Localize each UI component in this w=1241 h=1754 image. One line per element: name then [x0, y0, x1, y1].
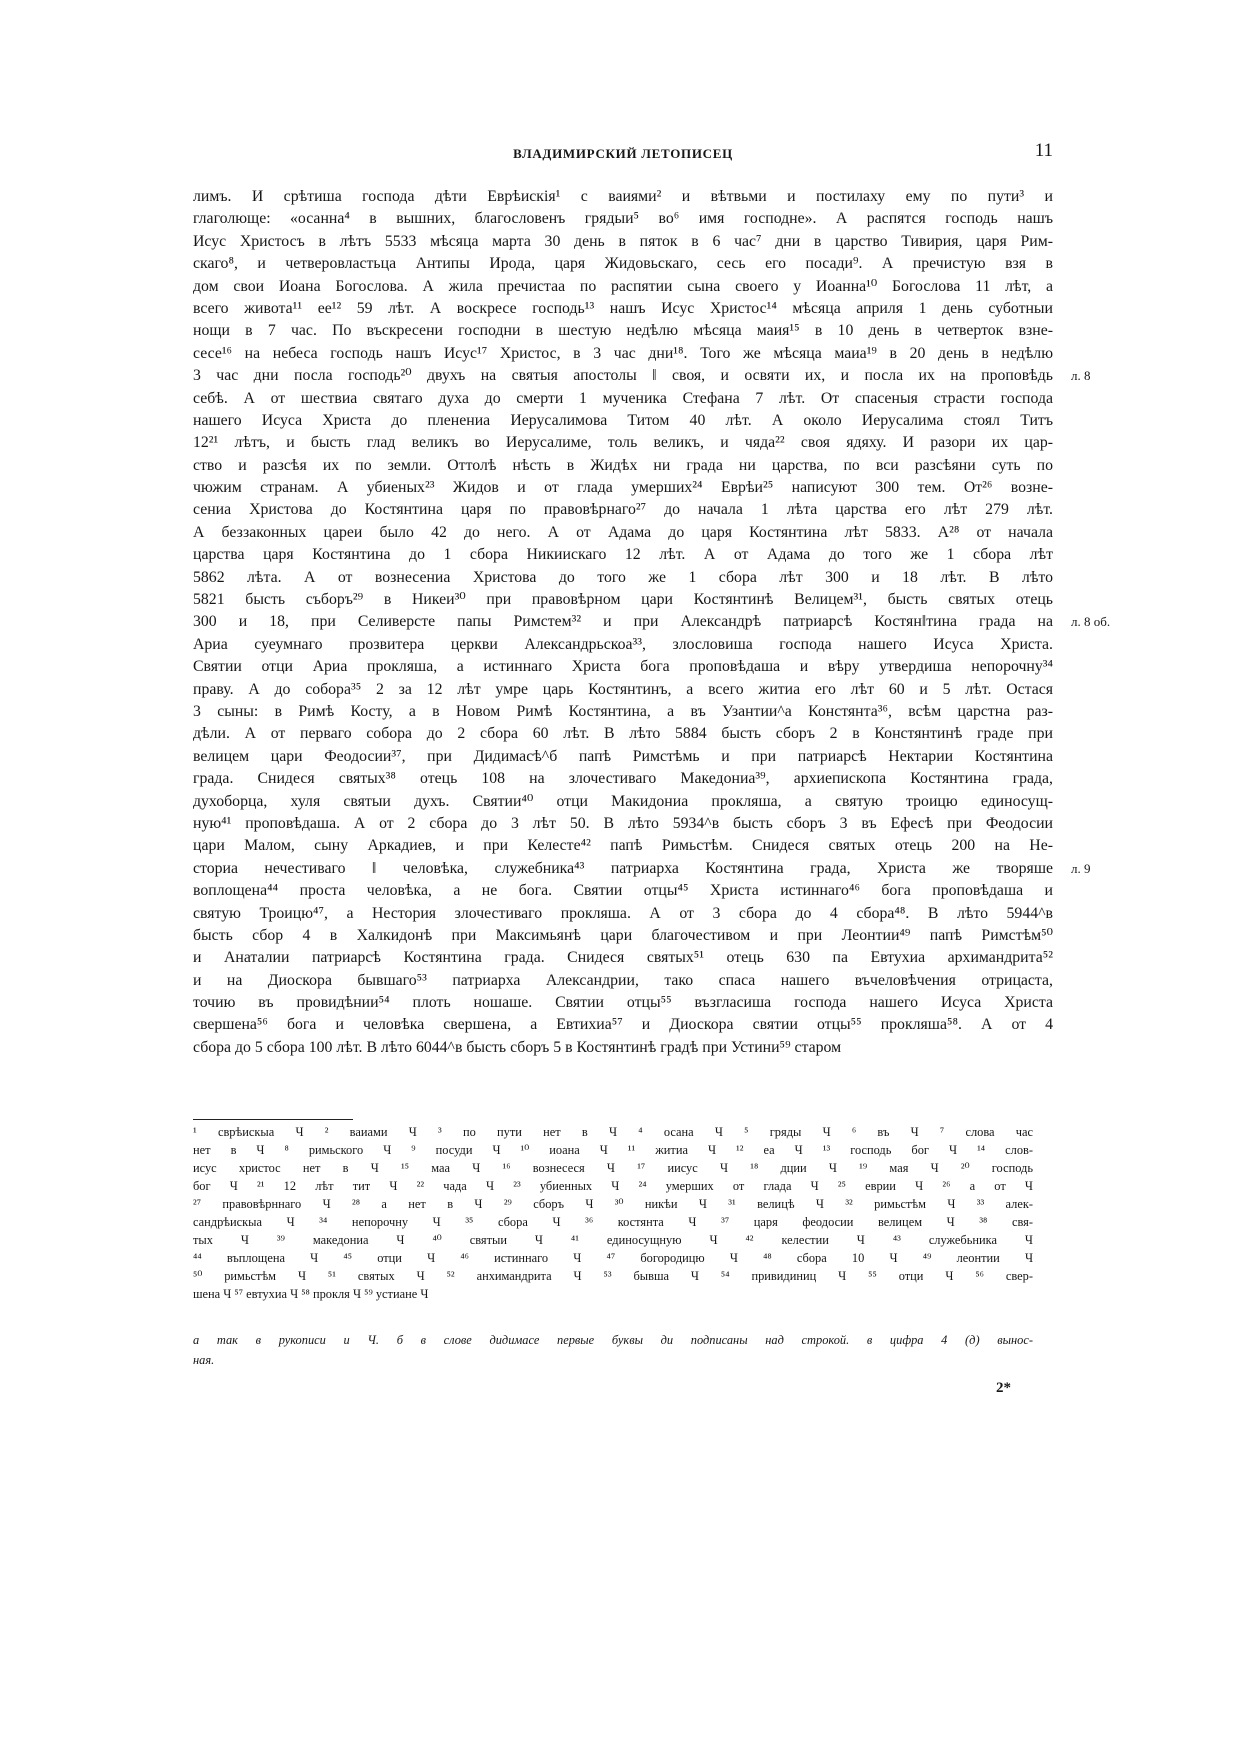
text-line: [193, 1014, 1053, 1036]
text-line: [193, 253, 1053, 275]
text-line: [193, 925, 1053, 947]
text-line: [193, 701, 1053, 723]
text-line: [193, 813, 1053, 835]
footnote-line: исус христос нет в Ч ¹⁵ маа Ч ¹⁶ вознесеся Ч ¹⁷ иисус Ч ¹⁸ дции Ч ¹⁹ мая Ч ²⁰ господь: [193, 1161, 1033, 1175]
text-line: [193, 208, 1053, 230]
folio-margin-note: л. 9: [1071, 860, 1091, 876]
text-line-content: нощи в 7 час. По въскресени господни в шестую недѣлю мѣсяца маия¹⁵ в 10 день в четверток взне-: [193, 322, 1053, 340]
text-line-content: воплощена⁴⁴ проста человѣка, а не бога. Святии отцы⁴⁵ Христа истиннаго⁴⁶ бога проповѣдаша и: [193, 882, 1053, 900]
text-line: [193, 723, 1053, 745]
text-line: [193, 388, 1053, 410]
text-line: [193, 970, 1053, 992]
text-line: [193, 791, 1053, 813]
text-line-content: сениа Христова до Костянтина царя по правовѣрнаго²⁷ до начала 1 лѣта царства его лѣт 279 лѣт.: [193, 501, 1053, 519]
text-line: [193, 858, 1091, 880]
text-line-content: бысть сбор 4 в Халкидонѣ при Максимьянѣ цари благочестивом и при Леонтии⁴⁹ папѣ Римстѣм⁵⁰: [193, 926, 1053, 944]
text-line-content: дом свои Иоана Богослова. А жила пречистаа по распятии сына своего у Иоанна¹⁰ Богослова 11 лѣт, а: [193, 277, 1053, 295]
text-line: [193, 880, 1053, 902]
footnote-line: ¹ сврѣискыа Ч ² ваиами Ч ³ по пути нет в Ч ⁴ осана Ч ⁵ гряды Ч ⁶ въ Ч ⁷ слова час: [193, 1125, 1033, 1139]
text-line-content: сесе¹⁶ на небеса господь нашъ Исус¹⁷ Христос, в 3 час дни¹⁸. Того же мѣсяца маиа¹⁹ в 20 день в недѣлю: [193, 344, 1053, 362]
signature-mark: 2*: [996, 1380, 1011, 1396]
text-line: [193, 1037, 1053, 1059]
text-line: [193, 276, 1053, 298]
text-line: [193, 589, 1053, 611]
text-line-content: глаголюще: «осанна⁴ в вышних, благословенъ грядыи⁵ во⁶ имя господне». А распятся господь нашъ: [193, 210, 1053, 228]
text-line-content: нашего Исуса Христа до пленениа Иерусалимова Титом 40 лѣт. А около Иерусалима стоял Титъ: [193, 411, 1053, 429]
text-line-content: сториа нечестиваго ‖ человѣка, служебника⁴³ патриарха Костянтина града, Христа же творяше: [193, 859, 1053, 877]
page-number: 11: [1034, 140, 1053, 161]
folio-margin-note: л. 8: [1071, 368, 1091, 384]
text-line: [193, 365, 1091, 387]
footnote-line: тых Ч ³⁹ македониа Ч ⁴⁰ святыи Ч ⁴¹ единосущную Ч ⁴² келестии Ч ⁴³ служебьника Ч: [193, 1233, 1033, 1247]
footnote-line: сандрѣискыа Ч ³⁴ непорочну Ч ³⁵ сбора Ч ³⁶ костянта Ч ³⁷ царя феодосии велицем Ч ³⁸ свя-: [193, 1215, 1033, 1229]
text-line-content: себѣ. А от шествиа святаго духа до смерти 1 мученика Стефана 7 лѣт. От спасеныя страсти господа: [193, 389, 1053, 407]
text-line: [193, 768, 1053, 790]
text-line-content: цари Малом, сыну Аркадиев, и при Келесте⁴² папѣ Римьстѣм. Снидеся святых отець 200 на Не-: [193, 837, 1053, 855]
editorial-note-line: ная.: [193, 1353, 215, 1367]
text-line-content: праву. А до собора³⁵ 2 за 12 лѣт умре царь Костянтинъ, а всего житиа его лѣт 60 и 5 лѣт. Остася: [193, 680, 1053, 698]
text-line-content: царства царя Костянтина до 1 сбора Никиискаго 12 лѣт. А от Адама до того же 1 сбора лѣт: [193, 546, 1053, 564]
text-line-content: града. Снидеся святых³⁸ отець 108 на злочестиваго Македониа³⁹, архиепископа Костянтина града,: [193, 770, 1053, 788]
text-line: [193, 947, 1053, 969]
text-line: [193, 679, 1053, 701]
footnotes-block: [193, 1123, 1033, 1303]
text-line-content: сбора до 5 сбора 100 лѣт. В лѣто 6044^в бысть сборъ 5 в Костянтинѣ градѣ при Устини⁵⁹ старом: [193, 1038, 842, 1056]
folio-margin-note: л. 8 об.: [1071, 614, 1111, 630]
editorial-notes-block: [193, 1330, 1033, 1370]
text-line-content: и Анаталии патриарсѣ Костянтина града. Снидеся святых⁵¹ отець 630 па Евтухиа архимандрита⁵²: [193, 949, 1053, 967]
text-line-content: ную⁴¹ проповѣдаша. А от 2 сбора до 3 лѣт 50. В лѣто 5934^в бысть сборъ 3 въ Ефесѣ при Феодосии: [193, 814, 1053, 832]
text-line-content: точию въ провидѣнии⁵⁴ плоть ношаше. Святии отцы⁵⁵ възгласиша господа нашего Исуса Христа: [193, 994, 1053, 1012]
text-line-content: Исус Христосъ в лѣтъ 5533 мѣсяца марта 30 день в пяток в 6 час⁷ дни в царство Тивирия, царя Рим-: [193, 232, 1053, 250]
text-line-content: дѣли. А от перваго собора до 2 сбора 60 лѣт. В лѣто 5884 бысть сборъ 2 в Констянтинѣ граде при: [193, 725, 1053, 743]
text-line-content: 12²¹ лѣтъ, и бысть глад великъ во Иерусалиме, толь великъ, и чяда²² своя ядяху. И разори их цар-: [193, 434, 1053, 452]
text-line: [193, 634, 1053, 656]
footnote-line: ²⁷ правовѣрннаго Ч ²⁸ а нет в Ч ²⁹ сборъ Ч ³⁰ никѣи Ч ³¹ велицѣ Ч ³² римьстѣм Ч ³³ алек-: [193, 1197, 1033, 1211]
text-line: [193, 567, 1053, 589]
main-text-block: [193, 186, 1111, 1059]
text-line-content: 5821 бысть съборъ²⁹ в Никеи³⁰ при правовѣрном цари Костянтинѣ Велицем³¹, бысть святых отець: [193, 591, 1053, 609]
text-line-content: всего живота¹¹ ее¹² 59 лѣт. А воскресе господь¹³ нашъ Исус Христос¹⁴ мѣсяца априля 1 день суботныи: [193, 299, 1053, 317]
text-line: [193, 992, 1053, 1014]
footnote-line: ⁵⁰ римьстѣм Ч ⁵¹ святых Ч ⁵² анхимандрита Ч ⁵³ бывша Ч ⁵⁴ привидиниц Ч ⁵⁵ отци Ч ⁵⁶ свер-: [193, 1269, 1033, 1283]
footnote-line: шена Ч ⁵⁷ евтухиа Ч ⁵⁸ прокля Ч ⁵⁹ устиане Ч: [193, 1287, 429, 1301]
text-line-content: 3 час дни посла господь²⁰ двухъ на святыя апостолы ‖ своя, и освяти их, и посла их на проповѣдь: [193, 367, 1053, 385]
footnote-separator: [193, 1119, 353, 1120]
footnote-line: ⁴⁴ въплощена Ч ⁴⁵ отци Ч ⁴⁶ истиннаго Ч ⁴⁷ богородицю Ч ⁴⁸ сбора 10 Ч ⁴⁹ леонтии Ч: [193, 1251, 1033, 1265]
text-line: [193, 656, 1053, 678]
text-line-content: 300 и 18, при Селиверсте папы Римстем³² и при Александрѣ патриарсѣ Костян‖тина града на: [193, 613, 1053, 631]
footnote-line: бог Ч ²¹ 12 лѣт тит Ч ²² чада Ч ²³ убиенных Ч ²⁴ умерших от глада Ч ²⁵ еврии Ч ²⁶ а от Ч: [193, 1179, 1033, 1193]
text-line-content: ство и разсѣя их по земли. Оттолѣ нѣсть в Жидѣх ни града ни царства, по вси разсѣяни суть по: [193, 456, 1053, 474]
text-line-content: чюжим странам. А убиеных²³ Жидов и от глада умерших²⁴ Еврѣи²⁵ написуют 300 тем. От²⁶ возне-: [193, 479, 1053, 497]
text-line-content: духоборца, хуля святыи духъ. Святии⁴⁰ отци Макидониа прокляша, а святую троицю единосущ-: [193, 792, 1053, 810]
text-line: [193, 746, 1053, 768]
text-line: [193, 432, 1053, 454]
running-title: ВЛАДИМИРСКИЙ ЛЕТОПИСЕЦ: [513, 146, 733, 161]
text-line: [193, 477, 1053, 499]
text-line: [193, 611, 1111, 633]
text-line: [193, 410, 1053, 432]
text-line-content: свершена⁵⁶ бога и человѣка свершена, а Евтихиа⁵⁷ и Диоскора святии отцы⁵⁵ прокляша⁵⁸. А от 4: [193, 1016, 1053, 1034]
text-line-content: 3 сыны: в Римѣ Косту, а в Новом Римѣ Костянтина, а въ Узантии^а Констянта³⁶, всѣм царстна раз-: [193, 702, 1053, 720]
text-line-content: велицем цари Феодосии³⁷, при Дидимасѣ^б папѣ Римстѣмь и при патриарсѣ Нектарии Костянтина: [193, 747, 1053, 765]
editorial-note-line: а так в рукописи и Ч. б в слове дидимасе первые буквы ди подписаны над строкой. в цифра 4 (д) вынос-: [193, 1333, 1033, 1347]
text-line: [193, 499, 1053, 521]
text-line: [193, 343, 1053, 365]
page-header: [193, 142, 1053, 172]
text-line-content: А беззаконных цареи было 42 до него. А от Адама до царя Костянтина лѣт 5833. А²⁸ от начала: [193, 523, 1053, 541]
text-line-content: Ариа суеумнаго прозвитера церкви Александрьскоа³³, злословиша господа нашего Исуса Христа.: [193, 635, 1053, 653]
text-line-content: 5862 лѣта. А от вознесениа Христова до того же 1 сбора лѣт 300 и 18 лѣт. В лѣто: [193, 568, 1053, 586]
text-line: [193, 455, 1053, 477]
text-line: [193, 835, 1053, 857]
text-line: [193, 298, 1053, 320]
text-line: [193, 231, 1053, 253]
text-line-content: лимъ. И срѣтиша господа дѣти Еврѣискія¹ с ваиями² и вѣтвьми и постилаху ему по пути³ и: [193, 188, 1053, 205]
text-line: [193, 522, 1053, 544]
text-line: [193, 186, 1053, 208]
text-line: [193, 544, 1053, 566]
text-line: [193, 903, 1053, 925]
text-line: [193, 320, 1053, 342]
text-line-content: скаго⁸, и четверовластьца Антипы Ирода, царя Жидовьскаго, сесь его посади⁹. А пречистую взя в: [193, 255, 1053, 273]
text-line-content: и на Диоскора бывшаго⁵³ патриарха Александрии, тако спаса нашего въчеловѣчения отрицаста,: [193, 971, 1053, 989]
footnote-line: нет в Ч ⁸ римьского Ч ⁹ посуди Ч ¹⁰ иоана Ч ¹¹ житиа Ч ¹² еа Ч ¹³ господь бог Ч ¹⁴ слов-: [193, 1143, 1033, 1157]
text-line-content: святую Троицю⁴⁷, а Нестория злочестиваго прокляша. А от 3 сбора до 4 сбора⁴⁸. В лѣто 5944^в: [193, 904, 1053, 922]
text-line-content: Святии отци Ариа прокляша, а истиннаго Христа бога проповѣдаша и вѣру утвердиша непорочну³⁴: [193, 658, 1053, 676]
